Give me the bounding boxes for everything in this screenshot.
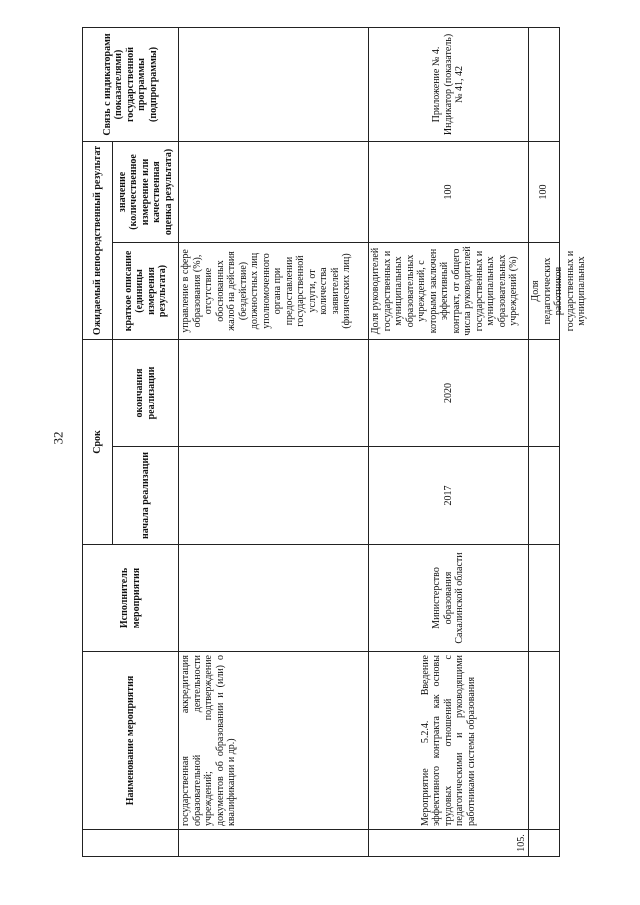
row-desc: Доля педагогических работников государственных и муниципальных (530, 250, 587, 332)
row-start: 2017 (369, 447, 529, 545)
row-executor (179, 545, 369, 652)
page-number: 32 (50, 431, 66, 445)
row-num: 105. (369, 830, 529, 857)
row-name: Мероприятие 5.2.4. Введение эффективного контракта как основы трудовых отношений с педагогическими и руководящими работниками системы образования (369, 652, 529, 830)
row-name: государственная аккредитация образовательной деятельности учреждений; подтверждение документов об образовании и (или) о квалификации и др.) (179, 652, 369, 830)
row-start (179, 447, 369, 545)
header-row-top (83, 27, 113, 856)
row-executor: Министерство образования Сахалинской области (369, 545, 529, 652)
row-value (179, 141, 369, 242)
row-end (179, 339, 369, 446)
header-name: Наименование мероприятия (83, 652, 179, 830)
measures-table (82, 27, 587, 857)
header-executor: Исполнитель мероприятия (83, 545, 179, 652)
row-num (179, 830, 369, 857)
header-result: Ожидаемый непосредственный результат (83, 141, 113, 339)
row-num (529, 830, 560, 857)
header-link: Связь с индикаторами (показателями) государственной программы (подпрограммы) (83, 27, 179, 141)
row-value: 100 (529, 141, 560, 242)
row-desc: Доля руководителей государственных и муниципальных образовательных учреждений, с которыми заключен эффективный контракт, от общего числа руководителей государственных и муниципальных образовательных учреждений (%) (369, 242, 529, 339)
row-value: 100 (369, 141, 529, 242)
row-end: 2020 (369, 339, 529, 446)
row-desc-cell (529, 242, 587, 339)
header-result-value: значение (количественное измерение или качественная оценка результата) (113, 141, 179, 242)
table-row (529, 27, 560, 856)
table-row (179, 27, 369, 856)
row-link (529, 27, 560, 141)
row-executor (529, 545, 560, 652)
row-link: Приложение № 4. Индикатор (показатель) № 41, 42 (369, 27, 529, 141)
header-term: Срок (83, 339, 113, 544)
row-start (529, 447, 560, 545)
header-result-desc: краткое описание (единицы измерения результата) (113, 242, 179, 339)
header-term-start: начала реализации (113, 447, 179, 545)
header-term-end: окончания реализации (113, 339, 179, 446)
row-name (529, 652, 560, 830)
header-num (83, 830, 179, 857)
row-end (529, 339, 560, 446)
rotated-table-container (82, 28, 587, 857)
table-row (369, 27, 529, 856)
row-desc: управление в сфере образования (%), отсутствие обоснованных жалоб на действия (бездействие) должностных лиц уполномоченного органа при предоставлении государственной услуги, от количества заявителей (физических лиц) (179, 242, 369, 339)
row-link (179, 27, 369, 141)
